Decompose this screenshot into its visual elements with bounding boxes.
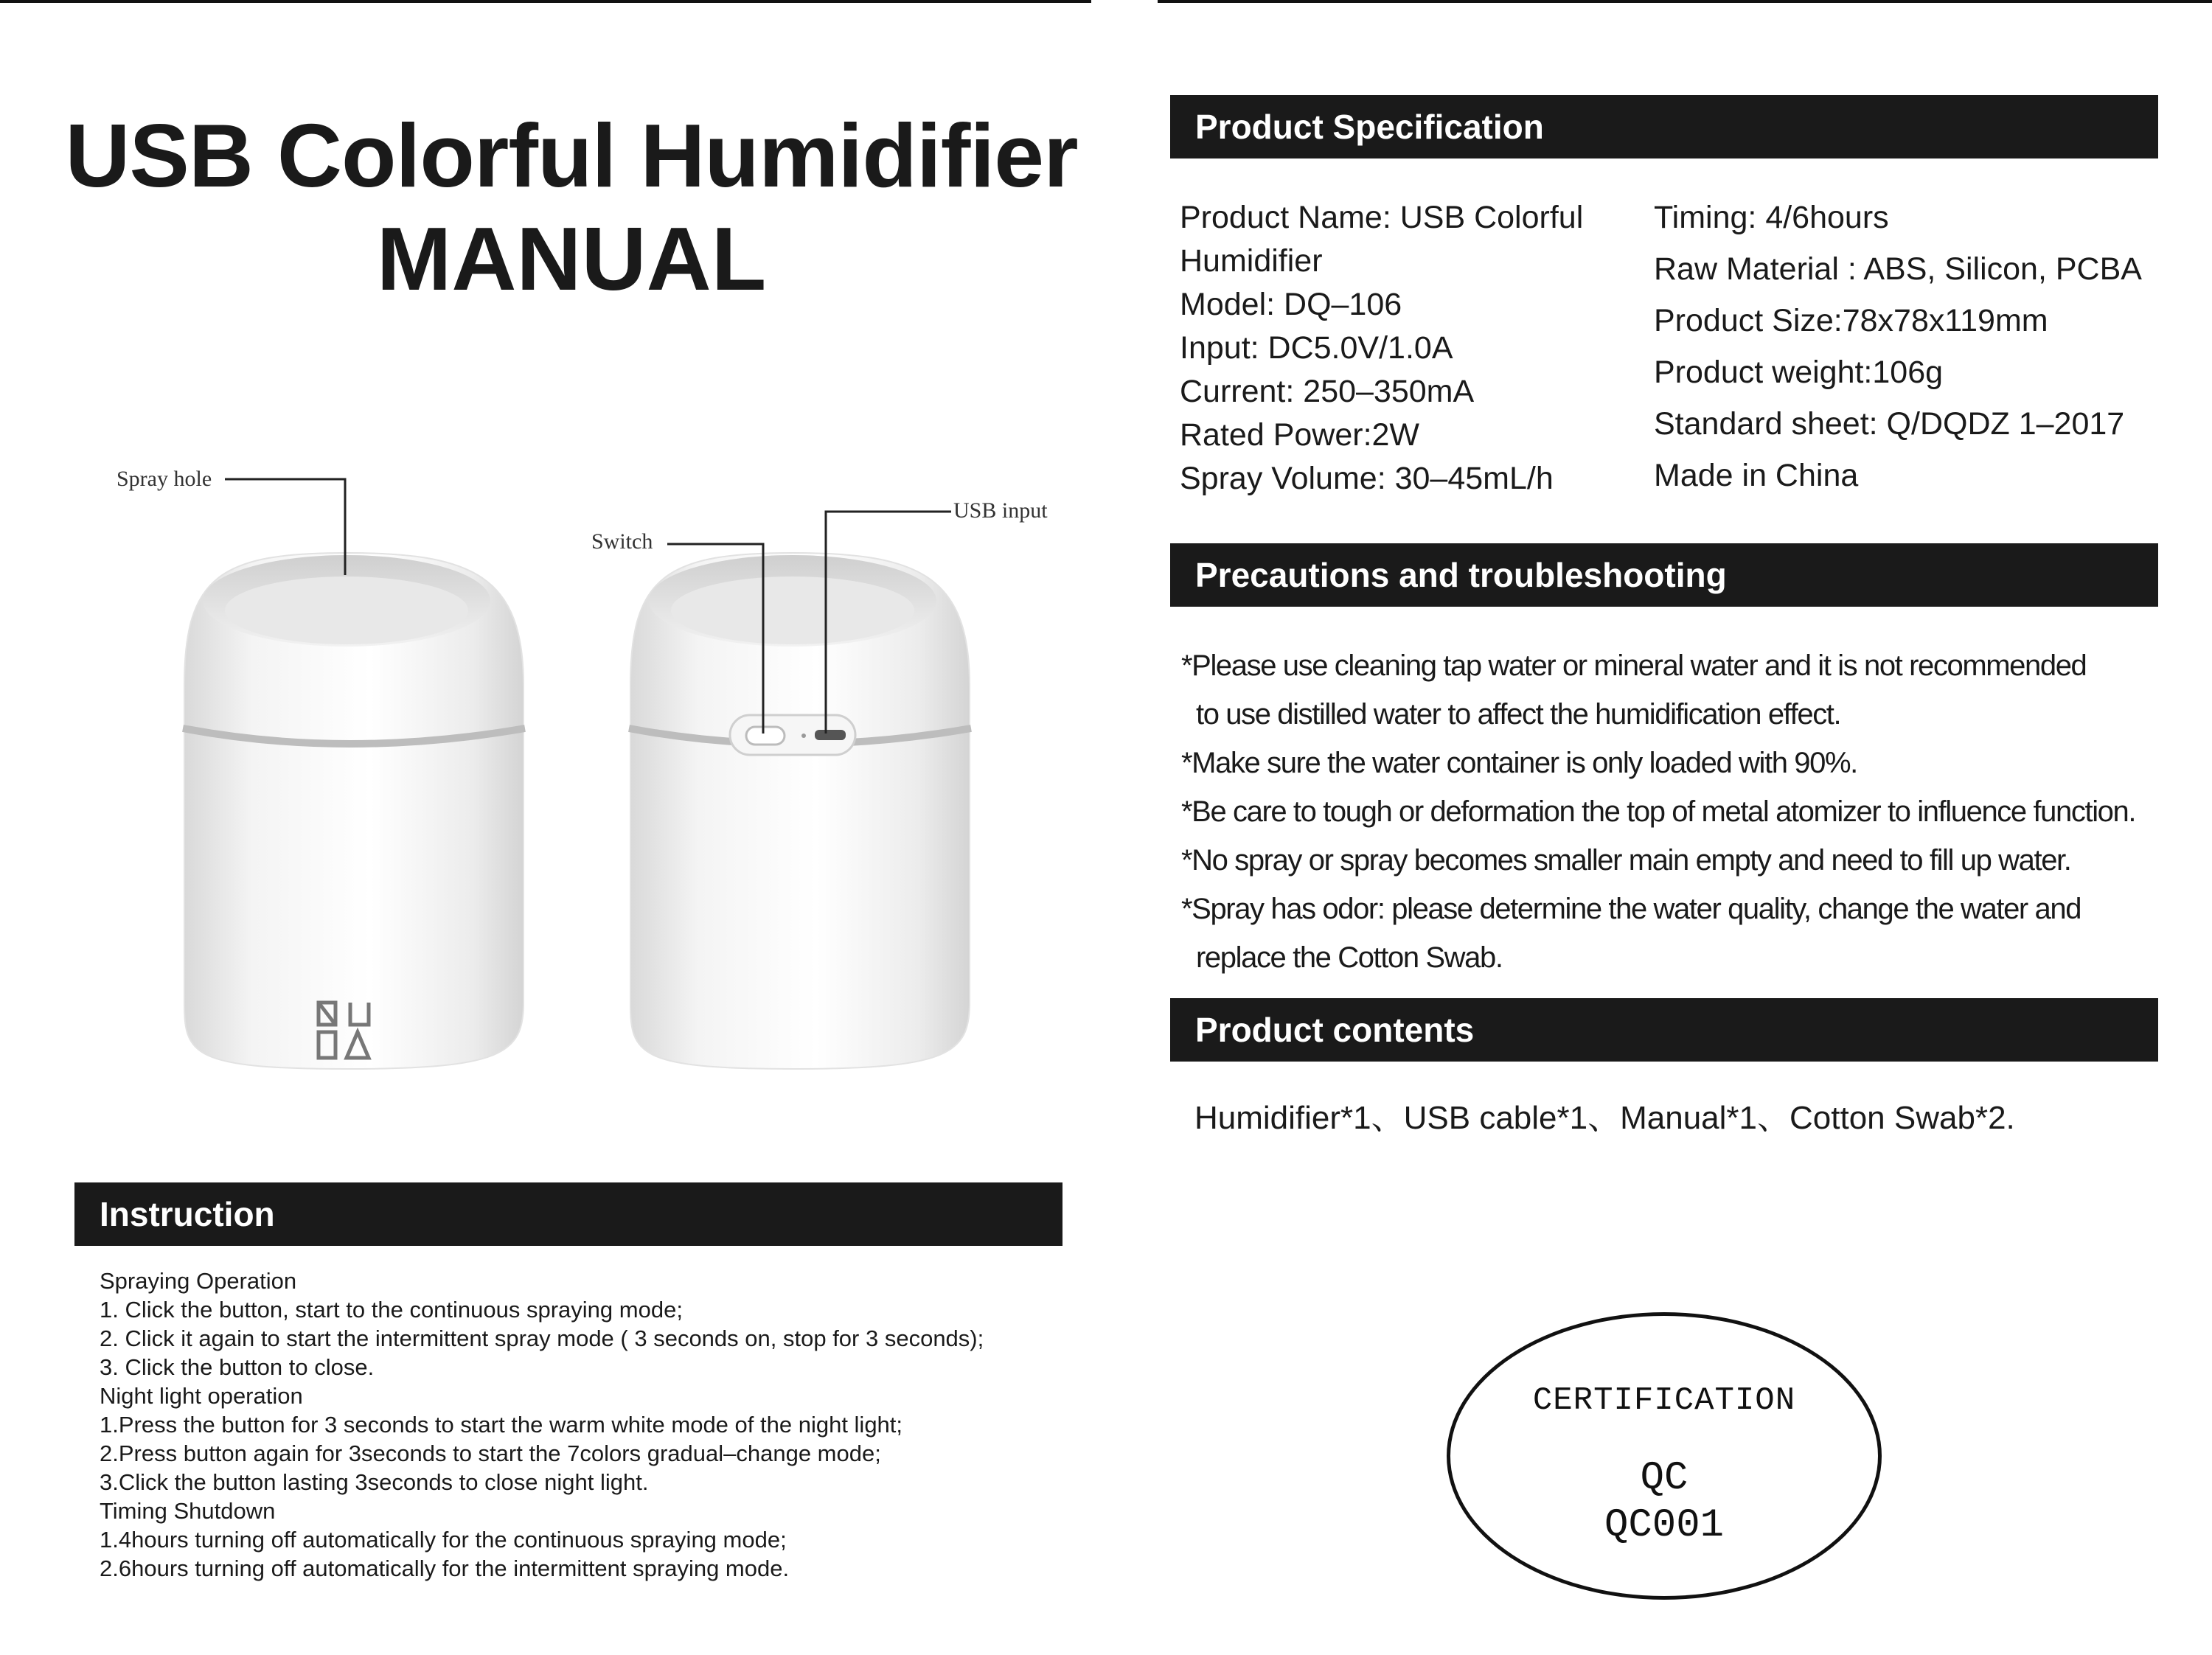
precaution-line: replace the Cotton Swab. [1196, 941, 1503, 974]
humidifier-front-view [183, 553, 525, 1069]
product-contents-text: Humidifier*1、USB cable*1、Manual*1、Cotton Swab*2. [1194, 1100, 2015, 1136]
precaution-line: to use distilled water to affect the humidification effect. [1196, 698, 1841, 731]
spec-line: Humidifier [1180, 243, 1323, 279]
instruction-line: Spraying Operation [100, 1268, 297, 1294]
instruction-line: 1.Press the button for 3 seconds to start the warm white mode of the night light; [100, 1412, 903, 1438]
precaution-line: *Be care to tough or deformation the top of metal atomizer to influence function. [1181, 795, 2136, 828]
certification-code: QC001 [1604, 1503, 1725, 1548]
instruction-line: 2.6hours turning off automatically for the intermittent spraying mode. [100, 1555, 790, 1581]
spec-line: Rated Power:2W [1180, 417, 1420, 453]
precaution-line: *No spray or spray becomes smaller main empty and need to fill up water. [1181, 844, 2071, 877]
instruction-line: 1. Click the button, start to the continuous spraying mode; [100, 1297, 683, 1323]
precaution-line: *Please use cleaning tap water or mineral water and it is not recommended [1181, 649, 2087, 682]
instruction-text [100, 1266, 984, 1583]
spec-line: Product Size:78x78x119mm [1654, 303, 2048, 338]
humidifier-illustration [0, 442, 1106, 1106]
instruction-line: 3.Click the button lasting 3seconds to close night light. [100, 1469, 649, 1495]
switch-label: Switch [591, 529, 653, 554]
spray-hole-label: Spray hole [116, 467, 212, 491]
spec-line: Timing: 4/6hours [1654, 200, 1889, 235]
product-spec-heading: Product Specification [1170, 95, 2158, 158]
spec-line: Model: DQ–106 [1180, 287, 1402, 322]
spec-left-column [1180, 196, 1583, 501]
usb-port [815, 730, 846, 740]
spec-line: Product Name: USB Colorful [1180, 200, 1584, 235]
precautions-heading: Precautions and troubleshooting [1170, 543, 2158, 607]
top-rule-right [1158, 0, 2212, 3]
spec-line: Current: 250–350mA [1180, 374, 1475, 409]
precautions-list [1181, 641, 2135, 982]
precaution-line: *Spray has odor: please determine the water quality, change the water and [1181, 893, 2081, 925]
manual-title-line2: MANUAL [376, 209, 767, 309]
instruction-line: 2.Press button again for 3seconds to start the 7colors gradual–change mode; [100, 1440, 881, 1466]
instruction-line: 2. Click it again to start the intermittent spray mode ( 3 seconds on, stop for 3 seconds); [100, 1325, 984, 1351]
certification-stamp [1447, 1312, 1882, 1600]
spec-line: Spray Volume: 30–45mL/h [1180, 461, 1554, 496]
instruction-line: 3. Click the button to close. [100, 1354, 375, 1380]
instruction-line: Timing Shutdown [100, 1498, 276, 1524]
instruction-line: 1.4hours turning off automatically for the continuous spraying mode; [100, 1527, 787, 1553]
power-switch-button [746, 727, 785, 745]
product-contents-heading: Product contents [1170, 998, 2158, 1062]
certification-title: CERTIFICATION [1532, 1382, 1796, 1419]
spec-line: Product weight:106g [1654, 355, 1944, 390]
certification-qc: QC [1640, 1456, 1688, 1501]
instruction-line: Night light operation [100, 1383, 303, 1409]
spec-right-column [1654, 192, 2142, 501]
manual-title-line1: USB Colorful Humidifier [65, 105, 1078, 206]
instruction-heading: Instruction [74, 1182, 1062, 1246]
usb-input-label: USB input [953, 498, 1048, 523]
spec-line: Input: DC5.0V/1.0A [1180, 330, 1453, 366]
humidifier-side-view [629, 553, 971, 1069]
top-rule-left [0, 0, 1091, 3]
precaution-line: *Make sure the water container is only loaded with 90%. [1181, 747, 1857, 779]
spec-line: Made in China [1654, 458, 1859, 493]
spec-line: Standard sheet: Q/DQDZ 1–2017 [1654, 406, 2125, 442]
spec-line: Raw Material : ABS, Silicon, PCBA [1654, 251, 2142, 287]
